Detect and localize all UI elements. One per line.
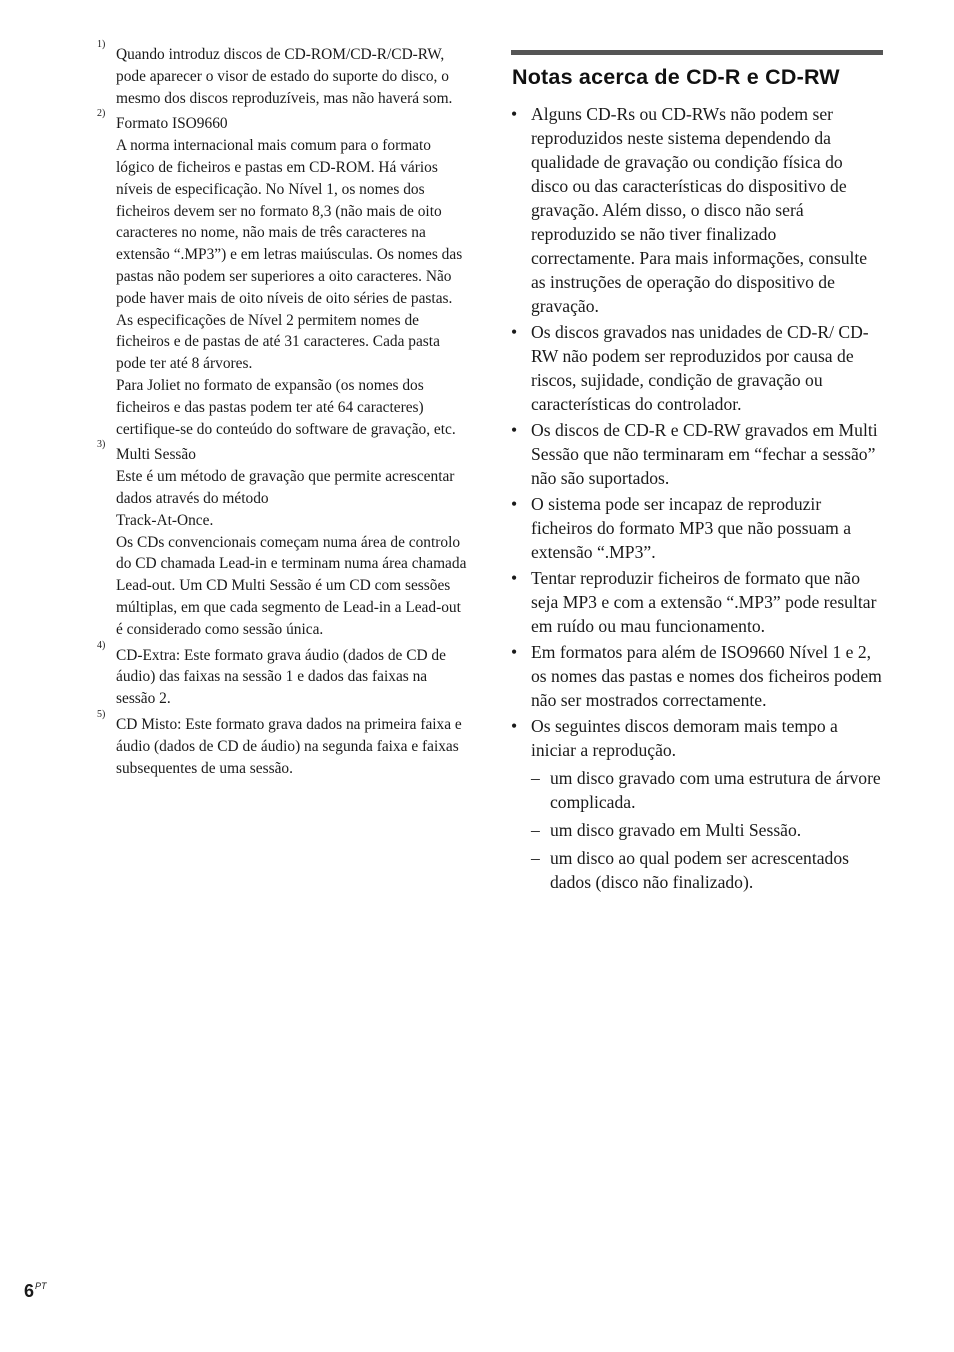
page-number (24, 1281, 47, 1302)
footnote-number: 3) (97, 439, 106, 451)
list-item (511, 640, 883, 712)
footnote-text: CD-Extra: Este formato grava áudio (dados de CD de áudio) das faixas na sessão 1 e dados das faixas na sessão 2. (116, 646, 446, 708)
dash-icon: – (531, 768, 540, 788)
list-item-text: O sistema pode ser incapaz de reproduzir ficheiros do formato MP3 que não possuam a extensão “.MP3”. (531, 494, 852, 562)
bullet-icon: • (511, 568, 518, 588)
page-number-value: 6 (24, 1281, 35, 1301)
footnote-5 (95, 708, 467, 779)
sub-list-item (531, 846, 883, 894)
sub-list-item (531, 766, 883, 814)
bullet-icon: • (511, 494, 518, 514)
list-item-text: Os discos de CD-R e CD-RW gravados em Multi Sessão que não terminaram em “fechar a sessão” não são suportados. (531, 420, 878, 488)
footnote-number: 2) (97, 108, 106, 120)
footnote-text: A norma internacional mais comum para o formato lógico de ficheiros e pastas em CD-ROM. Há vários níveis de especificação. No Nível 1, os nomes dos ficheiros devem ser no formato 8,3 (não mais de oito caracteres no nome, não mais de três caracteres na extensão “.MP3”) e em letras maiúsculas. Os nomes das pastas não podem ser superiores a oito caracteres. Não pode haver mais de oito níveis de oito séries de pastas. As especificações de Nível 2 permitem nomes de ficheiros e de pastas de até 31 caracteres. Cada pasta pode ter até 8 árvores. (116, 137, 463, 373)
footnote-text: Para Joliet no formato de expansão (os nomes dos ficheiros e das pastas podem ter até 64 caracteres) certifique-se do conteúdo do software de gravação, etc. (116, 376, 456, 438)
sub-list-item (531, 818, 883, 842)
list-item (511, 320, 883, 416)
footnote-text: Os CDs convencionais começam numa área de controlo do CD chamada Lead-in e terminam numa área chamada Lead-out. Um CD Multi Sessão é um CD com sessões múltiplas, em que cada segmento de Lead-in a Lead-out é considerado como sessão única. (116, 533, 467, 638)
list-item-text: Alguns CD-Rs ou CD-RWs não podem ser reproduzidos neste sistema dependendo da qualidade de gravação ou condição física do disco ou das características do dispositivo de gravação. Além disso, o disco não será reproduzido se não tiver finalizado correctamente. Para mais informações, consulte as instruções de operação do dispositivo de gravação. (531, 104, 868, 316)
list-item (511, 418, 883, 490)
list-item (511, 566, 883, 638)
section-rule (511, 50, 883, 55)
dash-icon: – (531, 848, 540, 868)
list-item-text: Os discos gravados nas unidades de CD-R/ CD-RW não podem ser reproduzidos por causa de riscos, sujidade, condição de gravação ou características do controlador. (531, 322, 869, 414)
list-item (511, 714, 883, 894)
footnote-number: 5) (97, 708, 106, 720)
footnote-3 (95, 439, 467, 640)
footnotes-column (95, 39, 467, 783)
bullet-icon: • (511, 322, 518, 342)
cd-notes-section (511, 50, 883, 898)
language-code: PT (35, 1281, 47, 1291)
footnote-number: 1) (97, 39, 106, 50)
bullet-icon: • (511, 642, 518, 662)
bullet-icon: • (511, 420, 518, 440)
sub-list (531, 766, 883, 894)
footnote-1 (95, 39, 467, 109)
section-title: Notas acerca de CD-R e CD-RW (512, 65, 840, 89)
footnote-text: Quando introduz discos de CD-ROM/CD-R/CD-RW, pode aparecer o visor de estado do suporte do disco, o mesmo dos discos reproduzíveis, mas não haverá som. (116, 46, 453, 107)
footnote-number: 4) (97, 639, 106, 651)
footnote-text: Este é um método de gravação que permite acrescentar dados através do método (116, 468, 455, 507)
list-item-text: Tentar reproduzir ficheiros de formato que não seja MP3 e com a extensão “.MP3” pode resultar em ruído ou mau funcionamento. (531, 568, 877, 636)
bullet-icon: • (511, 104, 518, 124)
footnote-text: CD Misto: Este formato grava dados na primeira faixa e áudio (dados de CD de áudio) na segunda faixa e faixas subsequentes de uma sessão. (116, 715, 462, 777)
footnote-text: Multi Sessão (116, 446, 196, 464)
sub-list-item-text: um disco gravado em Multi Sessão. (550, 820, 802, 840)
footnote-2 (95, 108, 467, 440)
list-item-text: Os seguintes discos demoram mais tempo a iniciar a reprodução. (531, 716, 838, 760)
footnote-text: Formato ISO9660 (116, 115, 228, 133)
notes-list (511, 102, 883, 894)
sub-list-item-text: um disco ao qual podem ser acrescentados dados (disco não finalizado). (550, 848, 849, 892)
footnote-4 (95, 639, 467, 710)
list-item (511, 102, 883, 318)
bullet-icon: • (511, 716, 518, 736)
dash-icon: – (531, 820, 540, 840)
sub-list-item-text: um disco gravado com uma estrutura de árvore complicada. (550, 768, 881, 812)
footnote-text: Track-At-Once. (116, 511, 214, 529)
list-item-text: Em formatos para além de ISO9660 Nível 1 e 2, os nomes das pastas e nomes dos ficheiros podem não ser mostrados correctamente. (531, 642, 882, 710)
list-item (511, 492, 883, 564)
